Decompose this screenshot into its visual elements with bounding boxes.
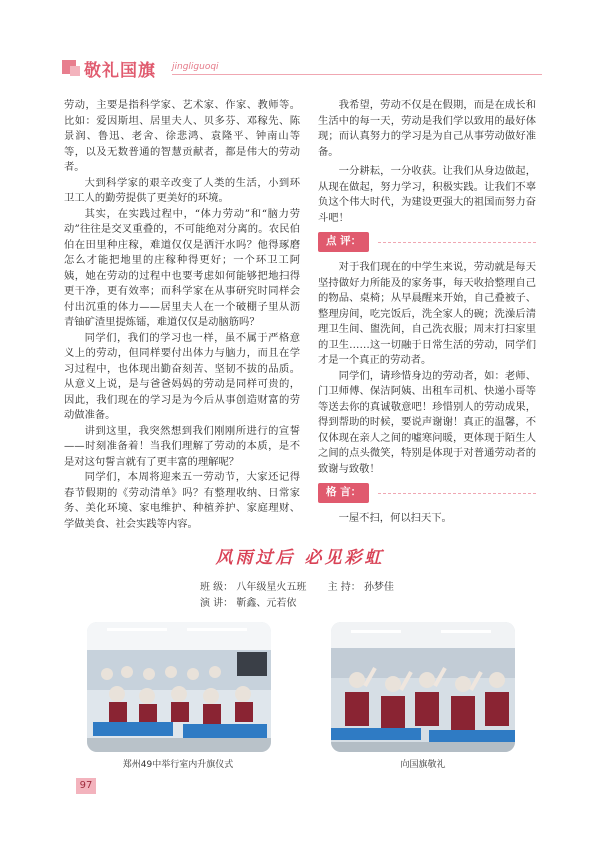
paragraph: 大到科学家的艰辛改变了人类的生活，小到环卫工人的勤劳提供了更美好的环境。 [64, 176, 300, 204]
right-column [318, 98, 536, 527]
comment-heading [318, 232, 536, 252]
host-value: 孙梦佳 [363, 582, 394, 593]
page-header [62, 52, 542, 82]
speaker-line [200, 594, 296, 609]
photo-caption-right: 向国旗敬礼 [400, 760, 446, 770]
comment-paragraph: 对于我们现在的中学生来说，劳动就是每天坚持做好力所能及的家务事，每天收拾整理自己的物品、桌椅；从早晨醒来开始，自己叠被子、整理房间，吃完饭后，洗全家人的碗；洗澡后清理卫生间、盥洗间，自己洗衣服；周末打扫家里的卫生……这一切融于日常生活的劳动，同学们才是一个真正的劳动者。 [318, 261, 536, 366]
paragraph: 讲到这里，我突然想到我们刚刚所进行的宣誓——时刻准备着！当我们理解了劳动的本质，是不是对这句誓言就有了更丰富的理解呢？ [64, 424, 300, 468]
paragraph: 一分耕耘，一分收获。让我们从身边做起，从现在做起，努力学习，积极实践。让我们不辜负这个伟大时代，为建设更强大的祖国而努力奋斗吧！ [318, 165, 536, 224]
classroom-photo-left [87, 622, 271, 752]
left-column [64, 98, 300, 532]
header-pinyin: jingliguoqi [172, 62, 219, 72]
paragraph: 同学们，本周将迎来五一劳动节，大家还记得春节假期的《劳动清单》吗？有整理收纳、日常家务、美化环境、家电维护、种植养护、家庭理财、学做美食、社会实践等内容。 [64, 471, 300, 530]
paragraph: 劳动，主要是指科学家、艺术家、作家、教师等。比如：爱因斯坦、居里夫人、贝多芬、邓稼先、陈景润、鲁迅、老舍、徐悲鸿、袁隆平、钟南山等等，以及无数普通的智慧贡献者，都是伟大的劳动者。 [64, 99, 300, 173]
dashed-divider [378, 493, 536, 494]
header-title: 敬礼国旗 [84, 61, 156, 81]
classroom-photo-right [331, 622, 515, 752]
header-rule [172, 74, 542, 75]
paragraph: 其实，在实践过程中，“体力劳动”和“脑力劳动”往往是交叉重叠的，不可能绝对分离的。农民伯伯在田里种庄稼，难道仅仅是洒汗水吗？他得琢磨怎么才能把地里的庄稼种得更好；一个环卫工阿姨，她在劳动的过程中也要考虑如何能够把地扫得更干净，更有效率；而科学家在从事研究时同样会付出沉重的体力——居里夫人在一个破棚子里从沥青铀矿渣里提炼镭，难道仅仅是动脑筋吗？ [64, 207, 300, 328]
classroom-flag-ceremony-image [87, 622, 271, 752]
logo-square-small-icon [70, 66, 80, 76]
motto-text: 一屋不扫，何以扫天下。 [338, 512, 452, 524]
photo-caption-left: 郑州49中举行室内升旗仪式 [122, 760, 234, 770]
paragraph: 我希望，劳动不仅是在假期，而是在成长和生活中的每一天，劳动是我们学以致用的最好体现；而认真努力的学习是为自己从事劳动做好准备。 [318, 99, 536, 158]
page-number: 97 [76, 778, 96, 794]
motto-badge: 格 言： [318, 483, 369, 503]
paragraph: 同学们，我们的学习也一样，虽不属于严格意义上的劳动，但同样要付出体力与脑力，而且在学习过程中，也体现出勤奋刻苦、坚韧不拔的品质。从意义上说，是与爸爸妈妈的劳动是同样可贵的，因此，我们现在的学习是为今后从事创造财富的劳动做准备。 [64, 331, 300, 421]
class-label: 班 级： [200, 582, 234, 593]
salute-flag-image [331, 622, 515, 752]
comment-paragraph: 同学们，请珍惜身边的劳动者，如：老师、门卫师傅、保洁阿姨、出租车司机、快递小哥等等送去你的真诚敬意吧！珍惜别人的劳动成果，得到帮助的时候，要说声谢谢！真正的温馨，不仅体现在亲人之间的嘘寒问暖，更体现于陌生人之间的点头微笑，特别是体现于对普通劳动者的致谢与致敬！ [318, 369, 536, 475]
comment-badge: 点 评： [318, 232, 369, 252]
dashed-divider [378, 242, 536, 243]
class-value: 八年级星火五班 [236, 582, 307, 593]
class-host-line [200, 578, 394, 593]
speaker-value: 靳鑫、元若依 [236, 598, 297, 609]
speaker-label: 演 讲： [200, 598, 234, 609]
host-label: 主 持： [327, 582, 361, 593]
section-title: 风雨过后 必见彩虹 [215, 548, 385, 568]
motto-heading [318, 483, 536, 503]
